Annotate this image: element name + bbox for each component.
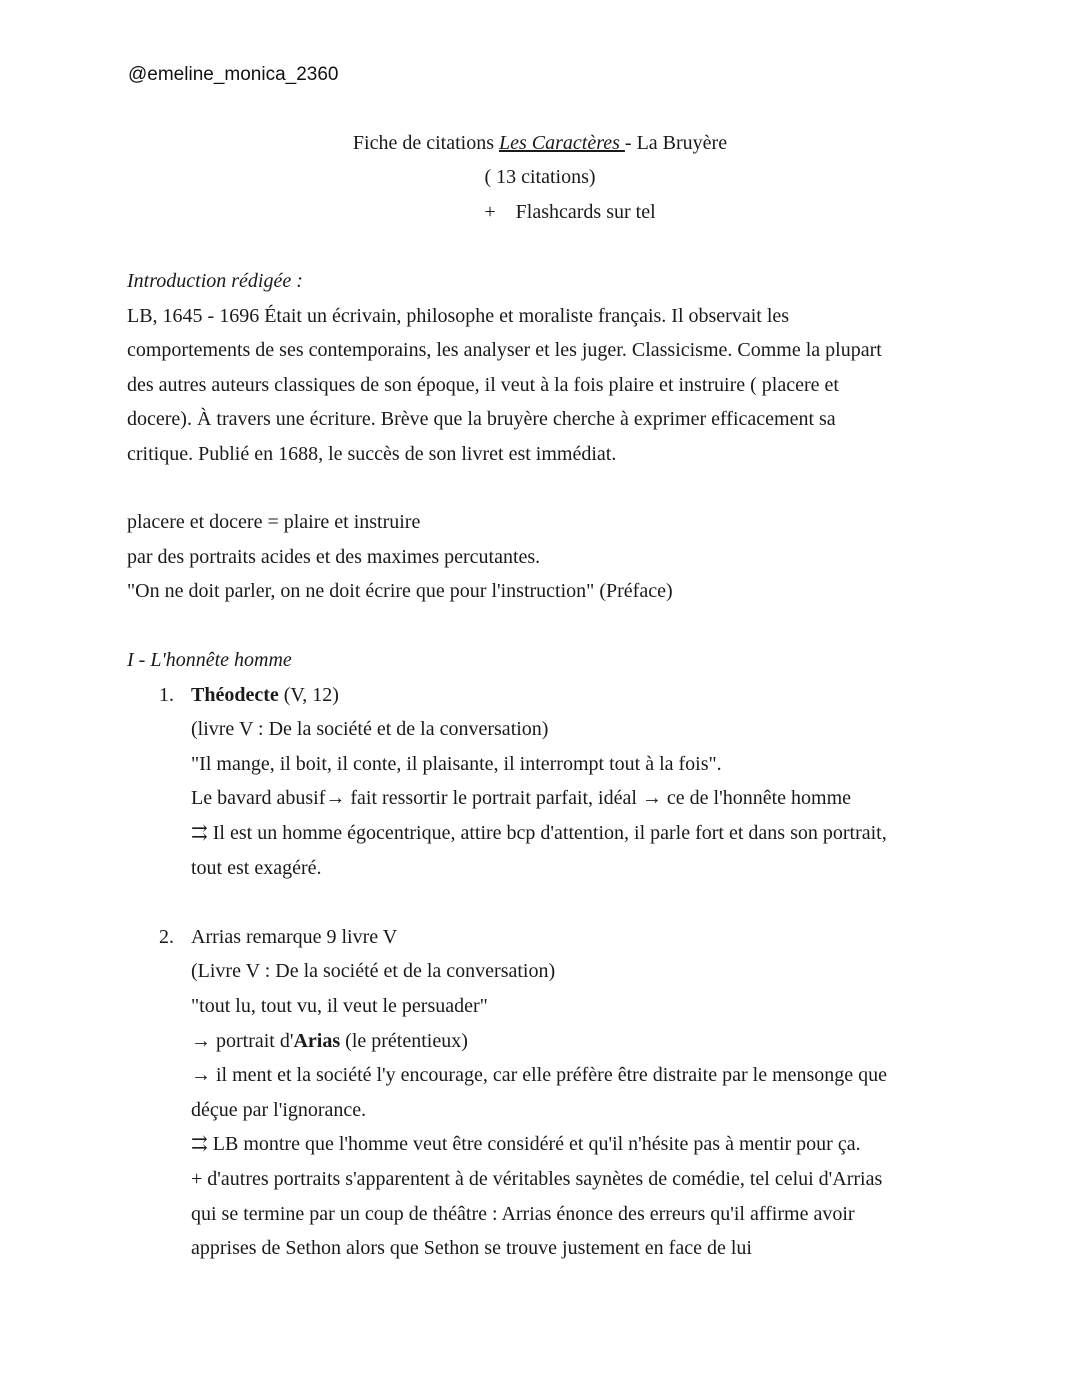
introduction [127, 264, 967, 472]
item-line: Le bavard abusif→ fait ressortir le portrait parfait, idéal → ce de l'honnête homme [191, 787, 852, 810]
item-line: → il ment et la société l'y encourage, car elle préfère être distraite par le mensonge que [191, 1064, 888, 1087]
item-line: ⇉ LB montre que l'homme veut être considéré et qu'il n'hésite pas à mentir pour ça. [191, 1133, 861, 1156]
item-line: "Il mange, il boit, il conte, il plaisante, il interrompt tout à la fois". [191, 752, 722, 775]
notes [127, 505, 967, 609]
title-book: Les Caractères [498, 132, 625, 154]
intro-line: LB, 1645 - 1696 Était un écrivain, philosophe et moraliste français. Il observait les [127, 304, 790, 327]
intro-line: comportements de ses contemporains, les analyser et les juger. Classicisme. Comme la plupart [127, 339, 882, 362]
portrait-suffix: (le prétentieux) [340, 1029, 468, 1052]
intro-heading: Introduction rédigée : [127, 270, 303, 292]
portrait-prefix: → portrait d' [191, 1029, 294, 1052]
flashcards-note: + Flashcards sur tel [484, 201, 656, 223]
item-title: Arrias remarque 9 livre V [191, 925, 398, 948]
document-title [0, 126, 1080, 160]
intro-line: des autres auteurs classiques de son époque, il veut à la fois plaire et instruire ( placere et [127, 373, 839, 396]
item-line: apprises de Sethon alors que Sethon se trouve justement en face de lui [191, 1237, 752, 1260]
item-number: 1. [159, 683, 174, 706]
title-suffix: - La Bruyère [624, 132, 728, 154]
item-line: (Livre V : De la société et de la conversation) [191, 960, 556, 983]
item-ref: (V, 12) [278, 683, 339, 706]
item-line: ⇉ Il est un homme égocentrique, attire bcp d'attention, il parle fort et dans son portrait, [191, 821, 887, 844]
item-line: qui se termine par un coup de théâtre : Arrias énonce des erreurs qu'il affirme avoir [191, 1202, 855, 1225]
item-number: 2. [159, 925, 174, 948]
item-theodecte-title [127, 678, 967, 713]
note-line: par des portraits acides et des maximes percutantes. [127, 545, 541, 568]
author-watermark: @emeline_monica_2360 [128, 64, 339, 85]
item-line: tout est exagéré. [191, 856, 322, 879]
citation-count: ( 13 citations) [484, 166, 596, 188]
item-line: déçue par l'ignorance. [191, 1098, 367, 1121]
note-line: "On ne doit parler, on ne doit écrire que pour l'instruction" (Préface) [127, 580, 673, 603]
spacer [127, 885, 967, 920]
item-line: "tout lu, tout vu, il veut le persuader" [191, 994, 488, 1017]
item-name: Théodecte [191, 683, 279, 706]
intro-line: critique. Publié en 1688, le succès de son livret est immédiat. [127, 442, 617, 465]
section-heading: I - L'honnête homme [127, 649, 292, 671]
item-portrait-line [127, 1024, 967, 1059]
intro-line: docere). À travers une écriture. Brève que la bruyère cherche à exprimer efficacement sa [127, 408, 836, 431]
portrait-name: Arias [293, 1029, 341, 1052]
note-line: placere et docere = plaire et instruire [127, 511, 421, 533]
item-line: (livre V : De la société et de la conversation) [191, 718, 549, 741]
item-arrias-title [127, 920, 967, 955]
section-honnete-homme [127, 643, 967, 1266]
item-line: + d'autres portraits s'apparentent à de véritables saynètes de comédie, tel celui d'Arrias [191, 1167, 883, 1190]
title-prefix: Fiche de citations [352, 132, 499, 154]
